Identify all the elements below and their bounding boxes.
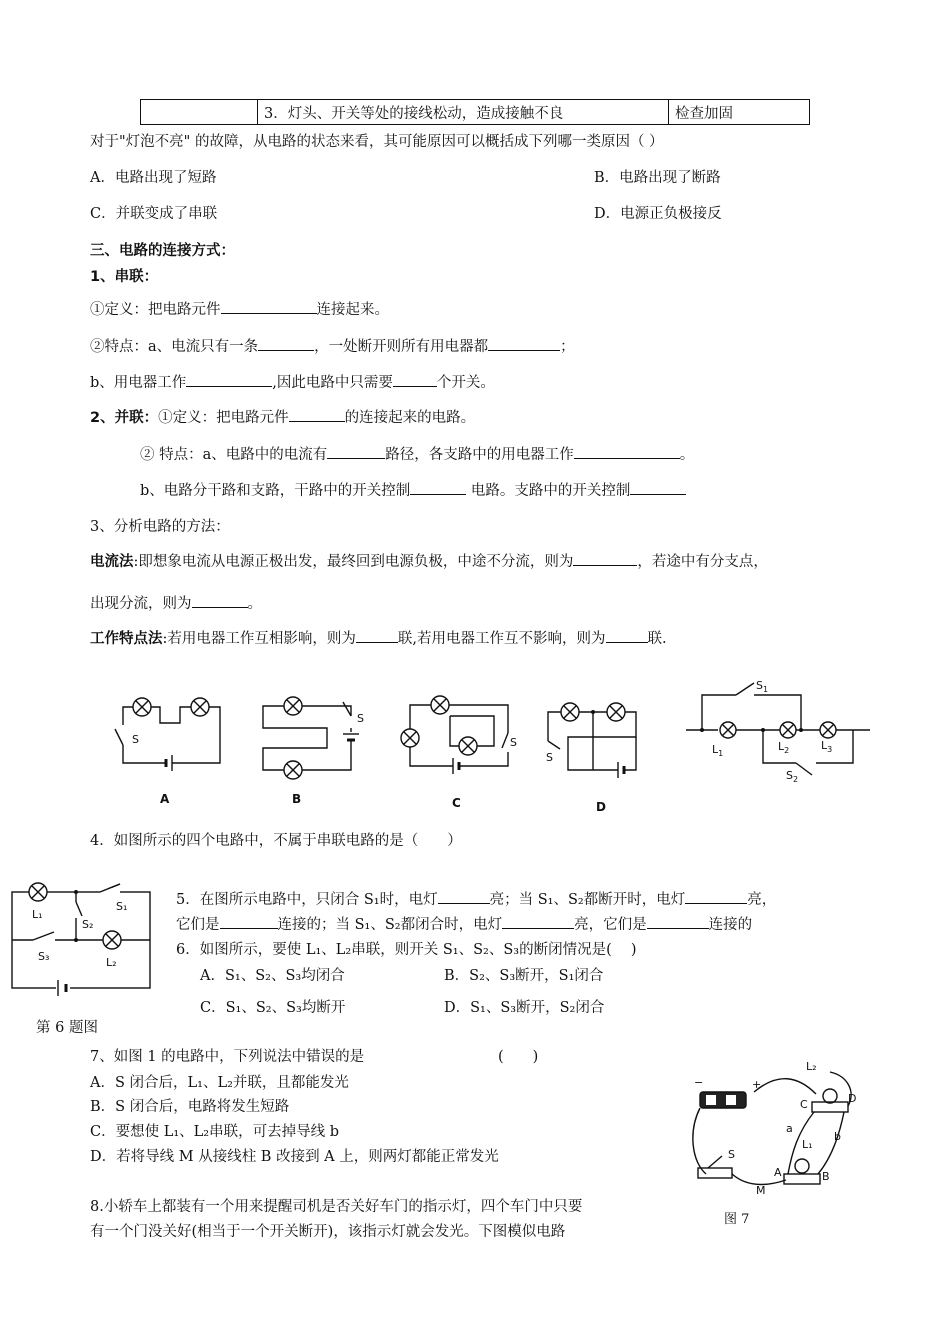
series-feature-b — [90, 371, 495, 392]
q7-option-c: C．要想使 L₁、L₂串联，可去掉导线 b — [90, 1124, 339, 1140]
blank — [410, 480, 466, 495]
fig7-label-l2: L₂ — [806, 1060, 817, 1073]
blank — [502, 914, 574, 929]
text: 电路。支路中的开关控制 — [466, 483, 631, 499]
text: 连接起来。 — [316, 302, 389, 318]
lamp-bulb-icon — [823, 1089, 837, 1103]
fig7-label-a-wire: a — [786, 1122, 793, 1135]
question-5-line2 — [176, 913, 752, 934]
blank — [647, 914, 709, 929]
table-cell — [141, 100, 258, 125]
text: 。 — [247, 596, 262, 612]
text: ，若途中有分支点， — [637, 554, 768, 570]
text: 5．在图所示电路中，只闭合 S₁时，电灯 — [176, 892, 438, 908]
figure-label-b: B — [292, 792, 302, 806]
parallel-definition — [90, 406, 475, 427]
question-6-figure — [8, 878, 158, 1008]
q6-option-a: A．S₁、S₂、S₃均闭合 — [200, 968, 345, 984]
switch-s1-label: $S_1$ — [756, 679, 769, 694]
question-8-line1: 8.小轿车上都装有一个用来提醒司机是否关好车门的指示灯，四个车门中只要 — [90, 1199, 583, 1215]
q7-option-b: B．S 闭合后，电路将发生短路 — [90, 1099, 290, 1115]
text: 的连接起来的电路。 — [344, 410, 476, 426]
figure-label-d: D — [596, 800, 606, 814]
table-cell: 3．灯头、开关等处的接线松动，造成接触不良 — [258, 100, 669, 125]
blank — [258, 336, 314, 351]
text: ①定义：把电路元件 — [158, 410, 289, 426]
fig7-label-s: S — [728, 1148, 735, 1161]
q6-option-b: B．S₂、S₃断开，S₁闭合 — [444, 968, 604, 984]
text: ； — [560, 339, 575, 355]
parallel-feature-b — [140, 479, 686, 500]
option-d: D．电源正负极接反 — [594, 206, 722, 222]
battery-plus-label: + — [752, 1078, 762, 1091]
label-l2: L₂ — [106, 956, 117, 969]
option-a: A．电路出现了短路 — [90, 170, 217, 186]
series-title: 1、串联： — [90, 269, 159, 285]
text: 联,若用电器工作互不影响，则为 — [397, 631, 606, 647]
q7-option-a: A．S 闭合后，L₁、L₂并联，且都能发光 — [90, 1075, 349, 1091]
figure-7 — [688, 1062, 868, 1202]
switch-label: S — [510, 736, 517, 749]
work-method — [90, 627, 667, 648]
q7-option-d: D．若将导线 M 从接线柱 B 改接到 A 上，则两灯都能正常发光 — [90, 1149, 499, 1165]
fig7-label-d: D — [848, 1092, 857, 1105]
figure-7-caption: 图 7 — [724, 1212, 750, 1227]
fig7-label-c: C — [800, 1098, 808, 1111]
table-row — [141, 100, 810, 125]
circuit-e-figure — [678, 675, 878, 785]
blank — [438, 889, 490, 904]
text: ①定义：把电路元件 — [90, 302, 221, 318]
label-s3: S₃ — [38, 950, 50, 963]
series-feature — [90, 335, 575, 356]
text: ,因此电路中只需要 — [272, 375, 393, 391]
figure-label-c: C — [452, 796, 461, 810]
blank — [685, 889, 747, 904]
section-heading: 三、电路的连接方式： — [90, 243, 235, 259]
question-5-line1 — [176, 888, 776, 909]
lamp-l3-label: $L_3$ — [821, 739, 833, 754]
lamp-l1-label: $L_1$ — [712, 743, 724, 758]
text: 联. — [647, 631, 667, 647]
answer-paren: ( ) — [498, 1049, 539, 1065]
lamp-socket — [784, 1174, 820, 1184]
blank — [630, 480, 686, 495]
blank — [606, 628, 648, 643]
blank — [220, 914, 278, 929]
current-method-label: 电流法 — [90, 554, 134, 570]
text: 连接的 — [708, 917, 753, 933]
text: 它们是 — [176, 917, 220, 933]
switch-label: S — [357, 712, 364, 725]
question-4: 4．如图所示的四个电路中，不属于串联电路的是（ ） — [90, 833, 462, 849]
text: 连接的；当 S₁、S₂都闭合时，电灯 — [277, 917, 503, 933]
switch-base — [698, 1168, 732, 1178]
battery-minus-label: − — [694, 1076, 704, 1089]
figure-label-a: A — [160, 792, 170, 806]
text: 亮；当 S₁、S₂都断开时，电灯 — [489, 892, 686, 908]
fig7-label-l1: L₁ — [802, 1138, 813, 1151]
blank — [221, 299, 317, 314]
question-8-line2: 有一个门没关好(相当于一个开关断开)，该指示灯就会发光。下图模似电路 — [90, 1224, 566, 1240]
lamp-l2-label: $L_2$ — [778, 740, 790, 755]
text: 个开关。 — [436, 375, 495, 391]
blank — [289, 407, 345, 422]
question-7-stem: 7、如图 1 的电路中，下列说法中错误的是 — [90, 1049, 365, 1065]
text: :若用电器工作互相影响，则为 — [162, 631, 356, 647]
circuit-b-figure — [255, 688, 375, 788]
blank — [192, 593, 248, 608]
blank — [488, 336, 560, 351]
option-b: B．电路出现了断路 — [594, 170, 721, 186]
question-6-stem: 6．如图所示，要使 L₁、L₂串联，则开关 S₁、S₂、S₃的断闭情况是( ) — [176, 942, 637, 958]
option-c: C．并联变成了串联 — [90, 206, 218, 222]
blank — [356, 628, 398, 643]
parallel-title: 2、并联： — [90, 410, 159, 426]
question-stem: 对于"灯泡不亮" 的故障，从电路的状态来看，其可能原因可以概括成下列哪一类原因（ ） — [90, 134, 664, 150]
series-definition — [90, 298, 389, 319]
fig7-label-a: A — [774, 1166, 782, 1179]
switch-s2-label: $S_2$ — [786, 769, 799, 784]
blank — [574, 444, 680, 459]
q6-option-c: C．S₁、S₂、S₃均断开 — [200, 1000, 346, 1016]
table-cell: 检查加固 — [669, 100, 810, 125]
parallel-feature — [140, 443, 694, 464]
fig7-label-m: M — [756, 1184, 766, 1197]
switch-label: S — [132, 733, 139, 746]
method-title: 3、分析电路的方法： — [90, 519, 230, 535]
fig7-label-b-wire: b — [834, 1130, 841, 1143]
text: 亮，它们是 — [574, 917, 647, 933]
blank — [186, 372, 272, 387]
blank — [393, 372, 437, 387]
text: ② 特点：a、电路中的电流有 — [140, 447, 328, 463]
text: 路径，各支路中的用电器工作 — [385, 447, 574, 463]
text: ②特点：a、电流只有一条 — [90, 339, 259, 355]
lamp-bulb-icon — [795, 1159, 809, 1173]
figure-caption-q6: 第 6 题图 — [36, 1020, 98, 1036]
label-s1: S₁ — [116, 900, 128, 913]
circuit-a-figure — [110, 685, 230, 785]
text: 出现分流，则为 — [90, 596, 192, 612]
text: :即想象电流从电源正极出发，最终回到电源负极，中途不分流，则为 — [133, 554, 574, 570]
text: ，一处断开则所有用电器都 — [314, 339, 489, 355]
circuit-d-figure — [540, 695, 660, 795]
switch-label: S — [546, 751, 553, 764]
fig7-label-b: B — [822, 1170, 830, 1183]
blank — [573, 551, 637, 566]
fault-table — [140, 99, 810, 125]
text: 亮， — [747, 892, 777, 908]
circuit-c-figure — [398, 688, 528, 788]
work-method-label: 工作特点法 — [90, 631, 163, 647]
text: 。 — [679, 447, 695, 463]
blank — [327, 444, 385, 459]
label-s2: S₂ — [82, 918, 94, 931]
current-method — [90, 550, 768, 571]
label-l1: L₁ — [32, 908, 43, 921]
text: b、电路分干路和支路，干路中的开关控制 — [140, 483, 411, 499]
q6-option-d: D．S₁、S₃断开，S₂闭合 — [444, 1000, 605, 1016]
current-method-cont — [90, 592, 262, 613]
text: b、用电器工作 — [90, 375, 187, 391]
